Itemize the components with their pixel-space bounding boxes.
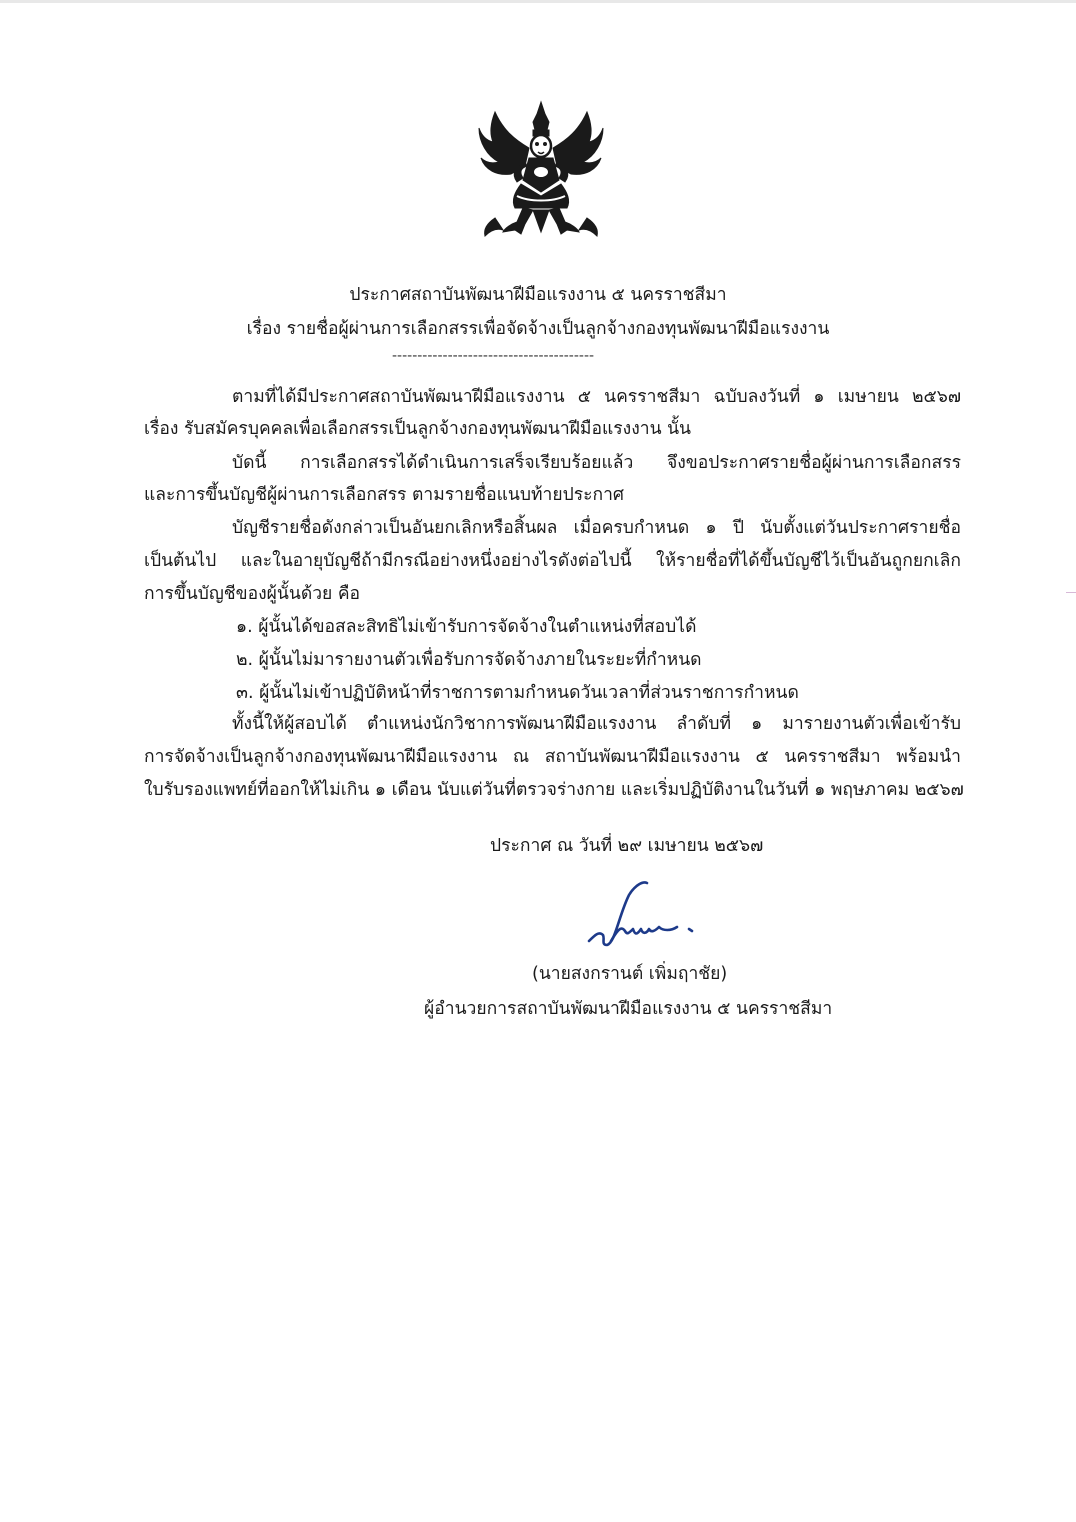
paragraph-3-line-3: การขึ้นบัญชีของผู้นั้นด้วย คือ — [144, 584, 361, 604]
list-item: ๑. ผู้นั้นได้ขอสละสิทธิไม่เข้ารับการจัดจ้างในตำแหน่งที่สอบได้ — [236, 617, 697, 637]
paragraph-3-line-1: บัญชีรายชื่อดังกล่าวเป็นอันยกเลิกหรือสิ้นผล เมื่อครบกำหนด ๑ ปี นับตั้งแต่วันประกาศรายชื่อ — [232, 518, 961, 538]
list-item: ๓. ผู้นั้นไม่เข้าปฏิบัติหน้าที่ราชการตามกำหนดวันเวลาที่ส่วนราชการกำหนด — [236, 683, 799, 703]
list-item: ๒. ผู้นั้นไม่มารายงานตัวเพื่อรับการจัดจ้างภายในระยะที่กำหนด — [236, 650, 702, 670]
signer-name: (นายสงกรานต์ เพิ่มฤาชัย) — [532, 964, 728, 984]
paragraph-4-line-2: การจัดจ้างเป็นลูกจ้างกองทุนพัฒนาฝีมือแรงงาน ณ สถาบันพัฒนาฝีมือแรงงาน ๕ นครราชสีมา พร้อมนำ — [144, 747, 961, 767]
margin-mark — [1066, 592, 1076, 593]
announcement-date: ประกาศ ณ วันที่ ๒๙ เมษายน ๒๕๖๗ — [490, 836, 764, 856]
signature-icon — [585, 875, 720, 955]
paragraph-2-line-1: บัดนี้ การเลือกสรรได้ดำเนินการเสร็จเรียบร้อยแล้ว จึงขอประกาศรายชื่อผู้ผ่านการเลือกสรร — [232, 453, 961, 473]
paragraph-4-line-1: ทั้งนี้ให้ผู้สอบได้ ตำแหน่งนักวิชาการพัฒนาฝีมือแรงงาน ลำดับที่ ๑ มารายงานตัวเพื่อเข้ารับ — [232, 714, 961, 734]
announcement-title: ประกาศสถาบันพัฒนาฝีมือแรงงาน ๕ นครราชสีมา — [349, 285, 727, 305]
paragraph-1-line-1: ตามที่ได้มีประกาศสถาบันพัฒนาฝีมือแรงงาน ๕ นครราชสีมา ฉบับลงวันที่ ๑ เมษายน ๒๕๖๗ — [232, 387, 961, 407]
announcement-subject: เรื่อง รายชื่อผู้ผ่านการเลือกสรรเพื่อจัดจ้างเป็นลูกจ้างกองทุนพัฒนาฝีมือแรงงาน — [246, 319, 830, 339]
paragraph-2-line-2: และการขึ้นบัญชีผู้ผ่านการเลือกสรร ตามรายชื่อแนบท้ายประกาศ — [144, 485, 625, 505]
signer-title: ผู้อำนวยการสถาบันพัฒนาฝีมือแรงงาน ๕ นครราชสีมา — [424, 999, 833, 1019]
paragraph-4-line-3: ใบรับรองแพทย์ที่ออกให้ไม่เกิน ๑ เดือน นับแต่วันที่ตรวจร่างกาย และเริ่มปฏิบัติงานในวันที่ ๑ พฤษภาคม ๒๕๖๗ — [144, 780, 964, 800]
garuda-emblem-icon — [475, 100, 607, 240]
scan-edge — [0, 0, 1076, 3]
paragraph-1-line-2: เรื่อง รับสมัครบุคคลเพื่อเลือกสรรเป็นลูกจ้างกองทุนพัฒนาฝีมือแรงงาน นั้น — [144, 419, 692, 439]
paragraph-3-line-2: เป็นต้นไป และในอายุบัญชีถ้ามีกรณีอย่างหนึ่งอย่างไรดังต่อไปนี้ ให้รายชื่อที่ได้ขึ้นบัญชีไว้เป็นอันถูกยกเลิก — [144, 551, 961, 571]
header-divider: ---------------------------------------- — [392, 348, 595, 364]
